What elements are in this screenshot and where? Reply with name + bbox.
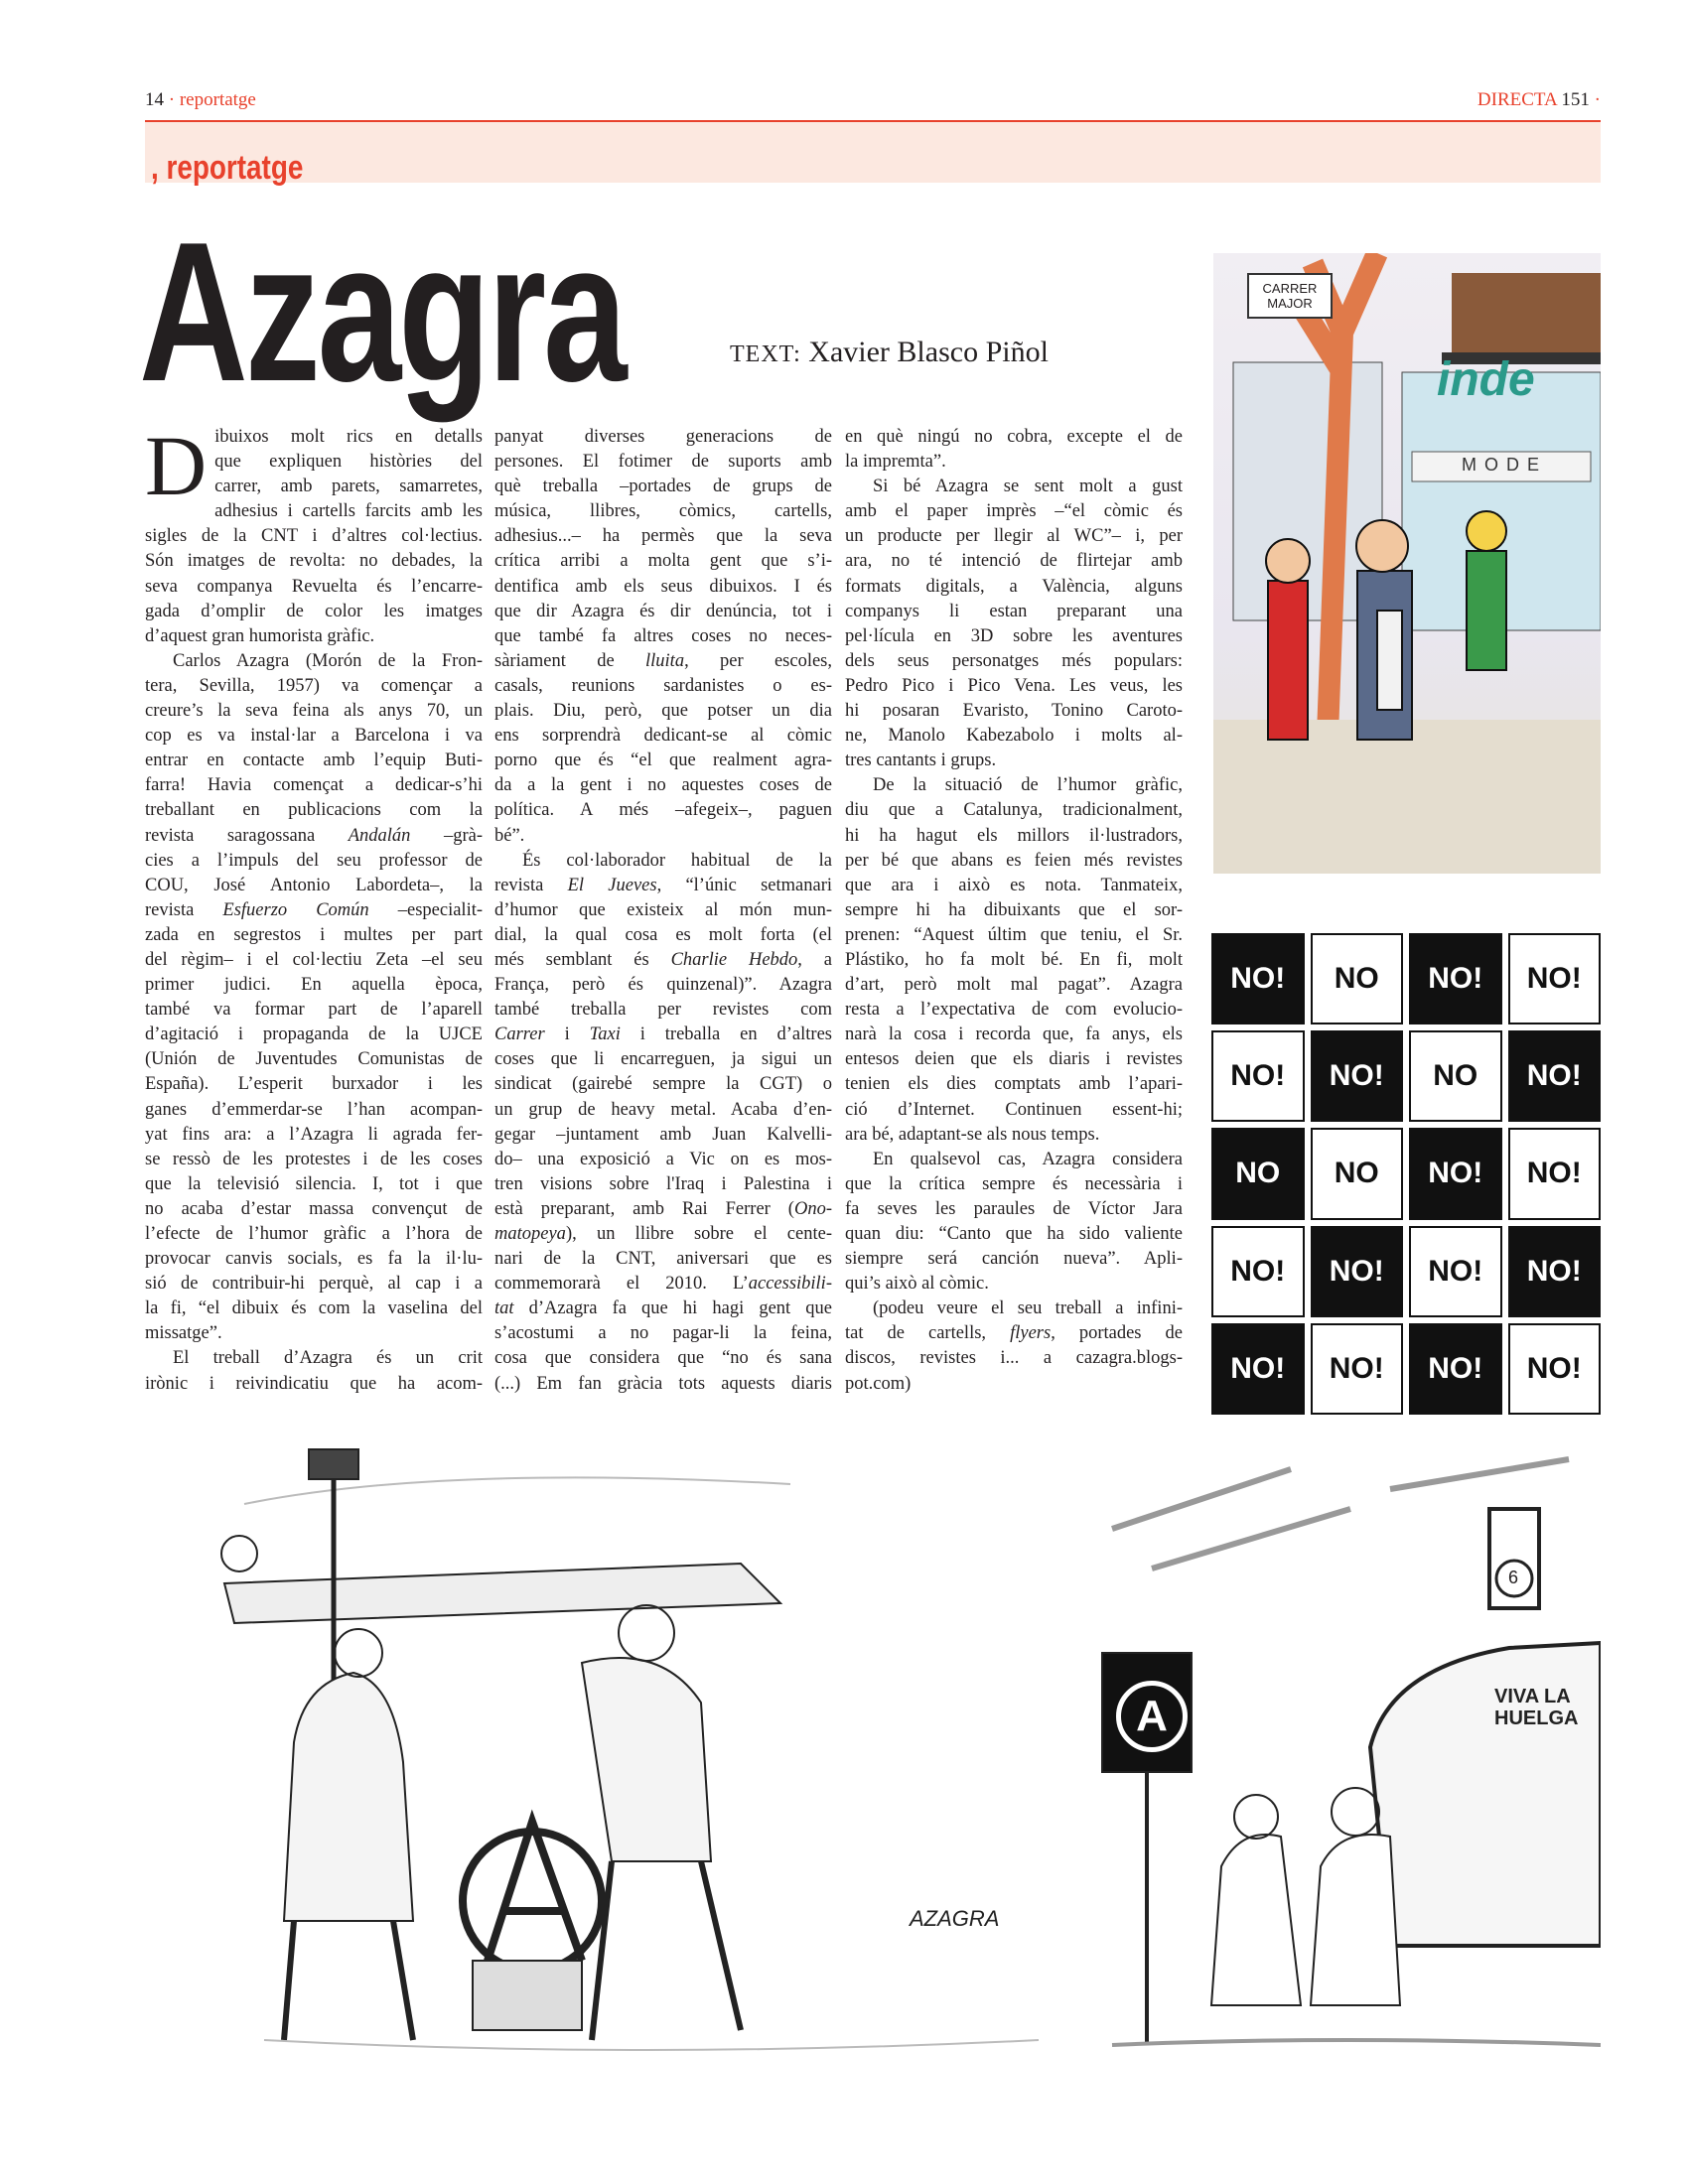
publication-name: DIRECTA — [1477, 89, 1557, 110]
text-line: que expliquen històries del — [214, 452, 483, 473]
text-line: gegar –juntament amb Juan Kalvelli- — [494, 1124, 832, 1145]
text-line: Són imatges de revolta: no debades, la — [145, 551, 483, 572]
italic-title: tat — [494, 1298, 514, 1319]
text-line: En qualsevol cas, Azagra considera — [873, 1149, 1183, 1169]
forge-cartoon-drawing — [145, 1444, 1067, 2080]
text-line: sàriament de lluita, per escoles, — [494, 650, 832, 671]
italic-title: Andalán — [348, 825, 411, 846]
text-line: dentifica amb els seus dibuixos. I és — [494, 576, 832, 597]
text-line: discos, revistes i... a cazagra.blogs- — [845, 1348, 1183, 1369]
text-line: adhesius...– ha permès que la seva — [494, 526, 832, 547]
paragraph — [145, 425, 483, 649]
artist-signature: AZAGRA — [910, 1906, 1000, 1931]
text-line: matopeya), un llibre sobre el cente- — [494, 1224, 832, 1244]
text-line: companys li estan preparant una — [845, 601, 1183, 621]
street-cartoon-illustration — [1213, 253, 1601, 874]
text-line: Si bé Azagra se sent molt a gust — [873, 477, 1183, 497]
italic-title: flyers — [1010, 1323, 1052, 1344]
text-line: en què ningú no cobra, excepte el de — [845, 427, 1183, 447]
italic-title: Ono- — [793, 1198, 832, 1219]
italic-title: lluita — [645, 650, 685, 671]
text-line: la fi, “el dibuix és com la vaselina del — [145, 1298, 483, 1319]
text-line: que la televisió silencia. I, tot i que — [145, 1173, 483, 1194]
paragraph — [145, 1346, 483, 1396]
text-line: ens sorprendrà dedicant-se al còmic — [494, 726, 832, 747]
italic-title: Taxi — [589, 1024, 621, 1045]
text-line: siempre será canción nueva”. Apli- — [845, 1249, 1183, 1270]
no-poster-tile: NO! — [1508, 1128, 1602, 1219]
no-poster-tile: NO! — [1508, 1323, 1602, 1415]
section-tag: , reportatge — [151, 149, 304, 187]
no-poster-tile: NO! — [1409, 933, 1502, 1024]
text-line: cies a l’impuls del seu professor de — [145, 850, 483, 871]
text-line: l’efecte de l’humor gràfic a l’hora de — [145, 1224, 483, 1244]
text-line: plais. Diu, però, que potser un dia — [494, 701, 832, 722]
text-line: tres cantants i grups. — [845, 751, 997, 771]
text-line: ció d’Internet. Continuen essent-hi; — [845, 1099, 1183, 1120]
no-poster-tile: NO! — [1508, 1226, 1602, 1317]
drop-cap: D — [145, 425, 208, 513]
no-poster-tile: NO! — [1409, 1128, 1502, 1219]
folio-section: reportatge — [179, 89, 256, 110]
text-line: la impremta”. — [845, 452, 946, 473]
text-line: revista saragossana Andalán –grà- — [145, 825, 483, 846]
shop-sign: MODE — [1462, 455, 1547, 475]
text-line: més semblant és Charlie Hebdo, a — [494, 949, 832, 970]
byline-author: Xavier Blasco Piñol — [808, 336, 1049, 368]
text-line: COU, José Antonio Labordeta–, la — [145, 875, 483, 895]
paragraph — [145, 649, 483, 1347]
shop-logo: inde — [1437, 353, 1535, 406]
text-line: Carrer i Taxi i treballa en d’altres — [494, 1024, 832, 1045]
text-line: seva companya Revuelta és l’encarre- — [145, 576, 483, 597]
text-line: pel·lícula en 3D sobre les aventures — [845, 625, 1183, 646]
text-line: coses que li encarreguen, ja sigui un — [494, 1049, 832, 1070]
no-poster-tile: NO! — [1409, 1226, 1502, 1317]
text-line: pot.com) — [845, 1373, 912, 1394]
text-line: hi ha hagut els millors il·lustradors, — [845, 825, 1183, 846]
text-line: casals, reunions sardanistes o es- — [494, 675, 832, 696]
article-column-2 — [494, 425, 832, 1397]
paragraph — [494, 425, 832, 849]
text-line: porno que és “el que realment agra- — [494, 751, 832, 771]
text-line: que la crítica sempre és necessària i — [845, 1173, 1183, 1194]
text-line: dial, la qual cosa es molt forta (el — [494, 924, 832, 945]
forge-cartoon-illustration — [145, 1444, 1067, 2080]
article-column-1 — [145, 425, 483, 1397]
text-line: que ara i això es nota. Tanmateix, — [845, 875, 1183, 895]
text-line: entesos deien que els diaris i revistes — [845, 1049, 1183, 1070]
train-number: 6 — [1508, 1568, 1519, 1587]
text-line: qui’s això al còmic. — [845, 1274, 989, 1295]
text-line: música, llibres, còmics, cartells, — [494, 501, 832, 522]
text-line: sigles de la CNT i d’altres col·lectius. — [145, 526, 483, 547]
text-line: España). L’esperit burxador i les — [145, 1074, 483, 1095]
text-line: dels seus personatges més populars: — [845, 650, 1183, 671]
text-line: tren visions sobre l'Iraq i Palestina i — [494, 1173, 832, 1194]
text-line: tat de cartells, flyers, portades de — [845, 1323, 1183, 1344]
no-poster-tile: NO! — [1508, 1030, 1602, 1122]
text-line: (...) Em fan gràcia tots aquests diaris — [494, 1373, 832, 1394]
text-line: primer judici. En aquella època, — [145, 975, 483, 996]
text-line: narà la cosa i recorda que, fa anys, els — [845, 1024, 1183, 1045]
no-poster-tile: NO — [1409, 1030, 1502, 1122]
text-line: zada en segrestos i multes per part — [145, 924, 483, 945]
text-line: provocar canvis socials, es fa la il·lu- — [145, 1249, 483, 1270]
text-line: sió de contribuir-hi perquè, al cap i a — [145, 1274, 483, 1295]
text-line: d’agitació i propaganda de la UJCE — [145, 1024, 483, 1045]
text-line: fa seves les paraules de Víctor Jara — [845, 1198, 1183, 1219]
text-line: d’aquest gran humorista gràfic. — [145, 625, 375, 646]
text-line: tat d’Azagra fa que hi hagi gent que — [494, 1298, 832, 1319]
no-poster-tile: NO! — [1211, 1323, 1305, 1415]
italic-title: Carrer — [494, 1024, 545, 1045]
section-band — [145, 122, 1601, 183]
text-line: se ressò de les protestes i de les coses — [145, 1149, 483, 1169]
text-line: formats digitals, a València, alguns — [845, 576, 1183, 597]
text-line: nari de la CNT, aniversari que es — [494, 1249, 832, 1270]
text-line: cosa que considera que “no és sana — [494, 1348, 832, 1369]
text-line: ibuixos molt rics en detalls — [214, 427, 483, 447]
text-line: està preparant, amb Rai Ferrer (Ono- — [494, 1198, 832, 1219]
text-line: És col·laborador habitual de la — [522, 850, 832, 871]
text-line: política. A més –afegeix–, paguen — [494, 800, 832, 821]
text-line: diu que a Catalunya, tradicionalment, — [845, 800, 1183, 821]
text-line: resta a l’expectativa de com evolucio- — [845, 1000, 1183, 1021]
text-line: revista El Jueves, “l’únic setmanari — [494, 875, 832, 895]
text-line: (podeu veure el seu treball a infini- — [873, 1298, 1183, 1319]
paragraph — [845, 773, 1183, 1147]
text-line: no acaba d’estar massa convençut de — [145, 1198, 483, 1219]
text-line: d’humor que existeix al món mun- — [494, 899, 832, 920]
text-line: ara, no té intenció de flirtejar amb — [845, 551, 1183, 572]
article-column-3 — [845, 425, 1183, 1397]
text-line: què treballa –portades de grups de — [494, 477, 832, 497]
text-line: creure’s la seva feina als anys 70, un — [145, 701, 483, 722]
no-posters-grid-illustration — [1211, 933, 1601, 1415]
text-line: carrer, amb parets, samarretes, — [214, 477, 483, 497]
paragraph — [845, 1148, 1183, 1297]
text-line: ne, Manolo Kabezabolo i molts al- — [845, 726, 1183, 747]
text-line: un producte per llegir al WC”– i, per — [845, 526, 1183, 547]
text-line: El treball d’Azagra és un crit — [173, 1348, 483, 1369]
text-line: missatge”. — [145, 1323, 222, 1344]
text-line: irònic i reivindicatiu que ha acom- — [145, 1373, 483, 1394]
text-line: farra! Havia començat a dedicar-s’hi — [145, 775, 483, 796]
text-line: do– una exposició a Vic on es mos- — [494, 1149, 832, 1169]
italic-title: Charlie Hebdo — [670, 949, 798, 970]
no-poster-tile: NO — [1311, 1128, 1404, 1219]
text-line: adhesius i cartells farcits amb les — [214, 501, 483, 522]
text-line: tenien els dies comptats amb l’apari- — [845, 1074, 1183, 1095]
text-line: panyat diverses generacions de — [494, 427, 832, 447]
anarchy-sign: A — [1116, 1681, 1188, 1752]
text-line: gada d’omplir de color les imatges — [145, 601, 483, 621]
text-line: que dir Azagra és dir denúncia, tot i — [494, 601, 832, 621]
italic-title: Esfuerzo Común — [222, 899, 369, 920]
paragraph — [494, 849, 832, 1397]
no-poster-tile: NO — [1311, 933, 1404, 1024]
text-line: revista Esfuerzo Común –especialit- — [145, 899, 483, 920]
text-line: França, però és quinzenal)”. Azagra — [494, 975, 832, 996]
text-line: ara bé, adaptant-se als nous temps. — [845, 1124, 1100, 1145]
folio-separator: · — [168, 89, 176, 110]
text-line: d’art, però molt mal pagat”. Azagra — [845, 975, 1183, 996]
issue-number: 151 — [1561, 89, 1590, 110]
no-poster-tile: NO! — [1409, 1323, 1502, 1415]
text-line: commemorarà el 2010. L’accessibili- — [494, 1274, 832, 1295]
text-line: treballant en publicacions com la — [145, 800, 483, 821]
paragraph — [845, 475, 1183, 773]
text-line: prenen: “Aquest últim que teniu, el Sr. — [845, 924, 1183, 945]
text-line: també treballa per revistes com — [494, 1000, 832, 1021]
text-line: cop es va instal·lar a Barcelona i va — [145, 726, 483, 747]
text-line: De la situació de l’humor gràfic, — [873, 775, 1183, 796]
no-poster-tile: NO! — [1311, 1030, 1404, 1122]
street-sign: CARRER MAJOR — [1247, 273, 1333, 319]
paragraph — [845, 425, 1183, 475]
folio-left — [145, 89, 256, 111]
text-line: entrar en contacte amb l’equip Buti- — [145, 751, 483, 771]
text-line: crítica arribi a molta gent que s’i- — [494, 551, 832, 572]
folio-right — [1477, 89, 1601, 111]
text-line: un grup de heavy metal. Acaba d’en- — [494, 1099, 832, 1120]
paragraph — [845, 1297, 1183, 1396]
byline-label: TEXT: — [730, 341, 801, 367]
strike-cartoon-illustration — [1092, 1449, 1601, 2080]
strike-banner: VIVA LA HUELGA — [1494, 1686, 1579, 1729]
text-line: també va formar part de l’aparell — [145, 1000, 483, 1021]
street-cartoon-drawing — [1213, 253, 1601, 874]
italic-title: accessibili- — [748, 1274, 832, 1295]
italic-title: matopeya — [494, 1224, 566, 1244]
text-line: yat fins ara: a l’Azagra li agrada fer- — [145, 1124, 483, 1145]
text-line: da a la gent i no aquestes coses de — [494, 775, 832, 796]
text-line: tera, Sevilla, 1957) va començar a — [145, 675, 483, 696]
text-line: sindicat (gairebé sempre la CGT) o — [494, 1074, 832, 1095]
text-line: (Unión de Juventudes Comunistas de — [145, 1049, 483, 1070]
text-line: Carlos Azagra (Morón de la Fron- — [173, 650, 483, 671]
text-line: s’acostumi a no pagar-li la feina, — [494, 1323, 832, 1344]
italic-title: El Jueves — [567, 875, 657, 895]
no-poster-tile: NO! — [1211, 1030, 1305, 1122]
no-poster-tile: NO — [1211, 1128, 1305, 1219]
text-line: Plástiko, ho fa molt bé. En fi, molt — [845, 949, 1183, 970]
byline — [730, 336, 1049, 369]
no-poster-tile: NO! — [1211, 1226, 1305, 1317]
text-line: que també fa altres coses no neces- — [494, 625, 832, 646]
text-line: per bé que abans es feien més revistes — [845, 850, 1183, 871]
text-line: quan diu: “Canto que ha sido valiente — [845, 1224, 1183, 1244]
text-line: del règim– i el col·lectiu Zeta –el seu — [145, 949, 483, 970]
issue-separator: · — [1594, 89, 1601, 110]
article-title: Azagra — [139, 202, 625, 423]
text-line: amb el paper imprès –“el còmic és — [845, 501, 1183, 522]
no-poster-tile: NO! — [1508, 933, 1602, 1024]
text-line: persones. El fotimer de suports amb — [494, 452, 832, 473]
no-poster-tile: NO! — [1311, 1323, 1404, 1415]
no-poster-tile: NO! — [1311, 1226, 1404, 1317]
page-number: 14 — [145, 89, 164, 110]
text-line: hi posaran Evaristo, Tonino Caroto- — [845, 701, 1183, 722]
text-line: bé”. — [494, 825, 525, 846]
text-line: sempre hi ha dibuixants que el sor- — [845, 899, 1183, 920]
no-poster-tile: NO! — [1211, 933, 1305, 1024]
text-line: ganes d’emmerdar-se l’han acompan- — [145, 1099, 483, 1120]
strike-cartoon-drawing — [1092, 1449, 1601, 2080]
text-line: Pedro Pico i Pico Vena. Les veus, les — [845, 675, 1183, 696]
